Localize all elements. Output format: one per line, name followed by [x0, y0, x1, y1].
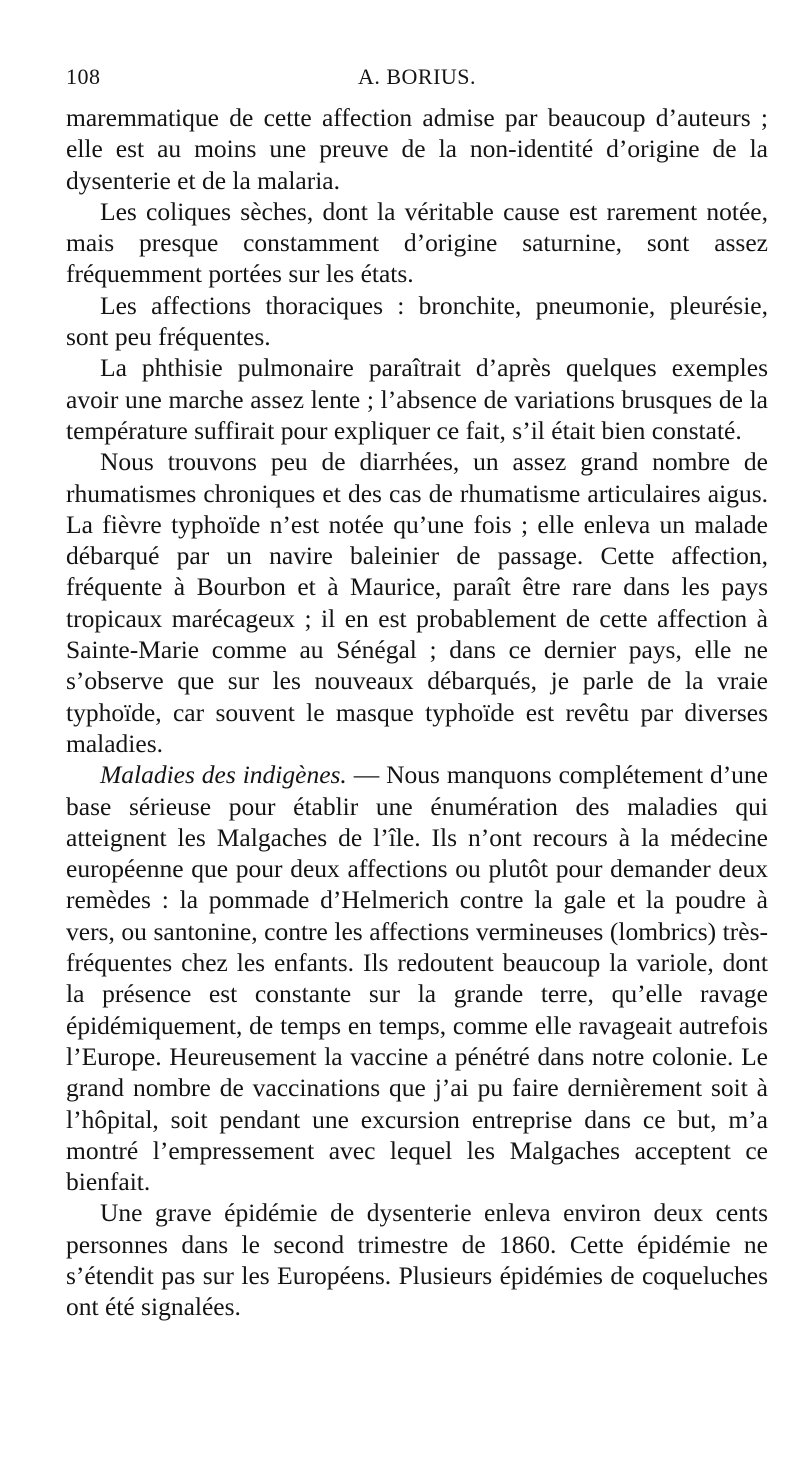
running-head [66, 60, 768, 96]
paragraph-dysentery-malaria [66, 102, 768, 196]
section-heading: Maladies des indigènes. [100, 760, 347, 790]
paragraph-native-diseases [66, 759, 768, 1197]
paragraph-thoracic-affections [66, 290, 768, 353]
page-number: 108 [66, 64, 101, 89]
paragraph-text: — Nous manquons complétement d’une base sérieuse pour établir une énumération des maladies qui atteignent les Malgaches de l’île. Ils n’ont recours à la médecine européenne que pour deux affections ou plutôt pour demander deux remèdes : la pommade d’Helmerich contre la gale et la poudre à vers, ou santonine, contre les affections vermineuses (lombrics) très-fréquentes chez les enfants. Ils redoutent beaucoup la variole, dont la présence est constante sur la grande terre, qu’elle ravage épidémiquement, de temps en temps, comme elle ravageait autrefois l’Europe. Heureusement la vaccine a pénétré dans notre colonie. Le grand nombre de vaccinations que j’ai pu faire dernièrement soit à l’hôpital, soit pendant une excursion entreprise dans ce but, m’a montré l’empressement avec lequel les Malgaches acceptent ce bienfait. [66, 760, 769, 1197]
paragraph-text: Nous trouvons peu de diarrhées, un assez grand nombre de rhumatismes chroniques et des cas de rhumatisme articulaires aigus. La fièvre typhoïde n’est notée qu’une fois ; elle enleva un malade débarqué par un navire baleinier de passage. Cette affection, fréquente à Bourbon et à Maurice, paraît être rare dans les pays tropicaux marécageux ; il en est probablement de cette affection à Sainte-Marie comme au Sénégal ; dans ce dernier pays, elle ne s’observe que sur les nouveaux débarqués, je parle de la vraie typhoïde, car souvent le masque typhoïde est revêtu par diverses maladies. [66, 447, 768, 758]
paragraph-text: Les affections thoraciques : bronchite, pneumonie, pleurésie, sont peu fréquentes. [66, 290, 768, 352]
paragraph-text: Les coliques sèches, dont la véritable cause est rarement notée, mais presque constamment d’origine saturnine, sont assez fréquemment portées sur les états. [66, 196, 768, 289]
running-title: A. BORIUS. [357, 64, 477, 89]
body-text [66, 102, 768, 1323]
paragraph-coliques [66, 196, 768, 290]
paragraph-text: La phthisie pulmonaire paraîtrait d’après quelques exemples avoir une marche assez lente ; l’absence de variations brusques de la température suffirait pour expliquer ce fait, s’il était bien constaté. [66, 353, 768, 445]
paragraph-text: maremmatique de cette affection admise par beaucoup d’auteurs ; elle est au moins une preuve de la non-identité d’origine de la dysenterie et de la malaria. [66, 103, 768, 195]
paragraph-rheumatism-typhoid [66, 446, 768, 759]
paragraph-text: Une grave épidémie de dysenterie enleva environ deux cents personnes dans le second trimestre de 1860. Cette épidémie ne s’étendit pas sur les Européens. Plusieurs épidémies de coqueluches ont été signalées. [66, 1198, 768, 1322]
paragraph-phthisis [66, 352, 768, 446]
paragraph-epidemic [66, 1197, 768, 1322]
book-page [66, 60, 768, 1323]
